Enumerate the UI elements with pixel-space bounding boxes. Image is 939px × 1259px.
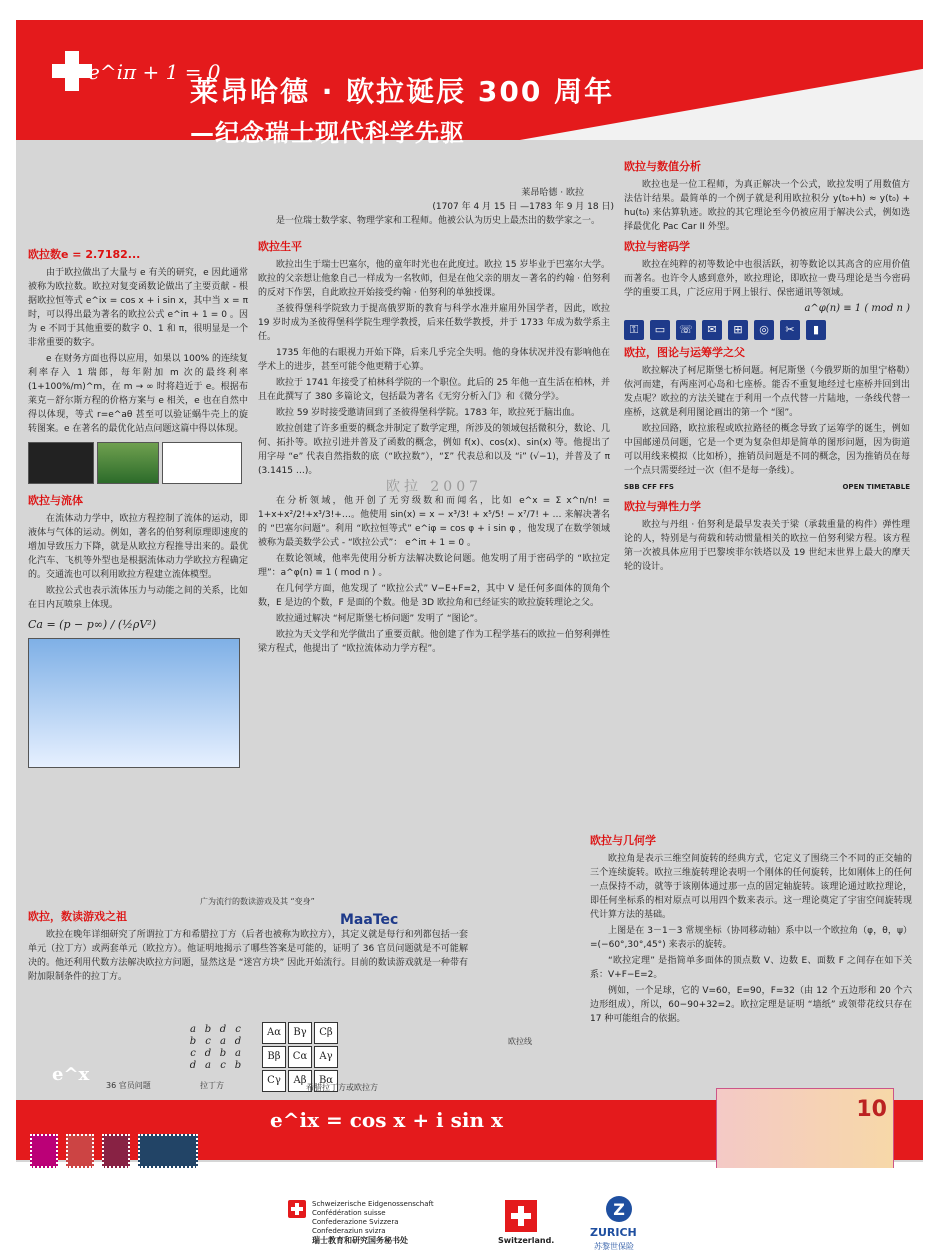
geometry-paragraph-3: “欧拉定理” 是指简单多面体的顶点数 V、边数 E、面数 F 之间存在如下关系：V+F−E=2。 [590, 956, 912, 980]
card-icon: ▭ [650, 320, 670, 340]
intro [262, 186, 614, 228]
signal-icon: ▮ [806, 320, 826, 340]
distribution-chart-image [162, 442, 242, 484]
page-title: 莱昂哈德 · 欧拉诞辰 300 周年 [190, 75, 615, 108]
sbb-label: SBB CFF FFS [624, 483, 674, 491]
middle-column [258, 240, 610, 658]
latin-square [186, 1024, 245, 1071]
switzerland-label: Switzerland. [498, 1236, 555, 1245]
zurich-logo-icon: Z [606, 1196, 632, 1222]
geometry-paragraph-2: 上图是在 3－1－3 常规坐标（协同移动轴）系中以一个欧拉角（φ，θ，ψ）=(−60°,30°,45°) 来表示的旋转。 [590, 926, 912, 950]
confederation-text [312, 1200, 434, 1245]
geometry-paragraph-4: 例如，一个足球，它的 V=60，E=90，F=32（由 12 个五边形和 20 个六边形组成），所以，60−90+32=2。欧拉定理是证明 “墙纸” 或领带花纹只存在 17 种可能组合的依据。 [590, 986, 912, 1024]
zurich-label: ZURICH [590, 1226, 637, 1239]
life-paragraph-11: 欧拉为天文学和光学做出了重要贡献。他创建了作为工程学基石的欧拉－伯努利弹性梁方程式，他提出了 “欧拉流体动力学方程”。 [258, 630, 610, 654]
stamp-1 [30, 1134, 58, 1168]
latin-cell: d [204, 1048, 212, 1059]
graeco-latin-cell: Bα [314, 1070, 338, 1092]
gov-line-3: Confederazione Svizzera [312, 1218, 399, 1226]
life-paragraph-7: 在分析领域，他开创了无穷级数和而闻名，比如 e^x = Σ x^n/n! = 1+x+x²/2!+x³/3!+…。他使用 sin(x) = x − x³/3! + x⁵/5! − x⁷/7! + … 来解决著名的 “巴塞尔问题”。利用 “欧拉恒等式” e^iφ = cos φ + i sin φ ，他发现了在数学领域被称为最美数学公式 - “欧拉公式”： e^iπ + 1 = 0 。 [258, 496, 610, 548]
fluid-paragraph-1: 在流体动力学中，欧拉方程控制了流体的运动，即液体与气体的运动。例如，著名的伯努利原理即速度的增加导致压力下降，就是从欧拉方程推导出来的。最优化汽车、飞机等外型也是根据流体动力学欧拉方程确定的。交通流也可以利用欧拉方程建立流体模型。 [28, 514, 248, 580]
sudoku-section [28, 910, 468, 986]
section-title-e: 欧拉数e = 2.7182... [28, 248, 141, 261]
footer [0, 1168, 939, 1259]
gov-line-4: Confederaziun svizra [312, 1227, 386, 1235]
gov-line-1: Schweizerische Eidgenossenschaft [312, 1200, 434, 1208]
euler-formula-bottom: e^ix = cos x + i sin x [270, 1108, 503, 1132]
fountain-image [28, 638, 240, 768]
officers-caption: 36 官员问题 [106, 1081, 151, 1090]
latin-cell: c [205, 1036, 211, 1047]
latin-cell: b [189, 1036, 197, 1047]
intro-name: 莱昂哈德 · 欧拉 [521, 188, 584, 198]
switzerland-flag-icon [505, 1200, 537, 1232]
fluid-formula: Ca = (p − p∞) / (½ρV²) [28, 618, 156, 631]
graeco-latin-cell: Cγ [262, 1070, 286, 1092]
section-title-elastic: 欧拉与弹性力学 [624, 500, 701, 513]
latin-cell: c [190, 1048, 196, 1059]
life-paragraph-5: 欧拉 59 岁时接受邀请回到了圣彼得堡科学院。1783 年，欧拉死于脑出血。 [276, 408, 580, 418]
life-paragraph-1: 欧拉出生于瑞士巴塞尔，他的童年时光也在此度过。欧拉 15 岁毕业于巴塞尔大学。欧拉的父亲想让他象自己一样成为一名牧师，但是在他父亲的朋友－著名的约翰 · 伯努利的反对下作罢，自此欧拉开始接受约翰 · 伯努利的单独授课。 [258, 260, 610, 298]
latin-cell: a [190, 1024, 196, 1035]
life-paragraph-4: 欧拉于 1741 年接受了柏林科学院的一个职位。此后的 25 年他一直生活在柏林，并且在此撰写了 380 多篇论文，包括最为著名《无穷分析入门》和《微分学》。 [258, 378, 610, 402]
crypto-paragraph-1: 欧拉在纯粹的初等数论中也很活跃，初等数论以其高含的应用价值而著名。也许令人感到意外，欧拉理论，即欧拉一费马理论是当今密码学的重要工具，广泛应用于网上银行、保密通讯等领域。 [624, 260, 910, 298]
crypto-formula: a^φ(n) ≡ 1 ( mod n ) [804, 303, 910, 314]
geometry-paragraph-1: 欧拉角是表示三维空间旋转的经典方式，它定义了围绕三个不同的正交轴的三个连续旋转。欧拉三维旋转理论表明一个刚体的任何旋转，比如刚体上的任何一点保持不动，就等于该刚体通过那一点的固定轴旋转。该理论通过欧拉理论，即任何坐标系的相对原点可以用四个数来表示。这一理论奠定了宇宙空间旋转现代计算方法的基础。 [590, 854, 912, 920]
graeco-latin-cell: Aβ [288, 1070, 312, 1092]
sudoku-paragraph-1: 欧拉在晚年详细研究了所谓拉丁方和希腊拉丁方（后者也被称为欧拉方），其定义就是每行和列都包括一套单元（拉丁方）或两套单元（欧拉方）。他证明地揭示了哪些答案是可能的，证明了 36 官员问题就是不可能解决的。他还利用代数方法解决欧拉方问题，显然这是 “迷宫方块” 因此开始流行。目前的数读游戏就是一种带有附加限制条件的拉丁方。 [28, 930, 468, 982]
intro-desc: 是一位瑞士数学家、物理学家和工程师。他被公认为历史上最杰出的数学家之一。 [275, 216, 600, 226]
section-title-geometry: 欧拉与几何学 [590, 834, 656, 847]
tools-icon: ✂ [780, 320, 800, 340]
stamps [30, 1134, 201, 1172]
e-paragraph-1: 由于欧拉做出了大量与 e 有关的研究，e 因此通常被称为欧拉数。欧拉对复变函数论做出了主要贡献 - 根据欧拉恒等式 e^ix = cos x + i sin x，其中当 x = π 时，可以得出最为著名的欧拉公式 e^iπ + 1 = 0 。因为 e 不同于其他重要的数字 0、1 和 π，很明显是一个非常重要的数字。 [28, 268, 248, 348]
section-title-numeric: 欧拉与数值分析 [624, 160, 701, 173]
section-title-sudoku: 欧拉，数读游戏之祖 [28, 910, 127, 923]
life-paragraph-8: 在数论领域，他率先使用分析方法解决数论问题。他发明了用于密码学的 “欧拉定理”：a^φ(n) ≡ 1 ( mod n ) 。 [258, 554, 610, 578]
life-paragraph-2: 圣彼得堡科学院致力于提高俄罗斯的教育与科学水准并雇用外国学者，因此，欧拉 19 岁时成为圣彼得堡科学院生理学教授，后来任数学教授，并于 1733 年成为数学系主任。 [258, 304, 610, 342]
section-title-crypto: 欧拉与密码学 [624, 240, 690, 253]
open-timetable-label: OPEN TIMETABLE [842, 483, 910, 491]
latin-cell: a [220, 1036, 226, 1047]
intro-dates: (1707 年 4 月 15 日 —1783 年 9 月 18 日) [432, 202, 614, 212]
graeco-latin-cell: Bβ [262, 1046, 286, 1068]
phone-icon: ☏ [676, 320, 696, 340]
gov-line-2: Confédération suisse [312, 1209, 386, 1217]
sudoku-caption: 广为流行的数读游戏及其 “变身” [200, 897, 315, 906]
fluid-paragraph-2: 欧拉公式也表示流体压力与动能之间的关系，比如在日内瓦喷泉上体现。 [28, 586, 248, 610]
latin-cell: a [205, 1060, 211, 1071]
maatec-logo: MaaTec [340, 912, 399, 928]
latin-cell: d [219, 1024, 227, 1035]
life-paragraph-10: 欧拉通过解决 “柯尼斯堡七桥问题” 发明了 “图论”。 [276, 614, 484, 624]
stamp-4 [138, 1134, 198, 1168]
e-image-row [28, 442, 248, 484]
stamp-3 [102, 1134, 130, 1168]
section-title-graph: 欧拉，图论与运筹学之父 [624, 346, 745, 359]
page-subtitle: —纪念瑞士现代科学先驱 [190, 119, 465, 147]
latin-cell: d [189, 1060, 197, 1071]
latin-cell: b [219, 1048, 227, 1059]
euler-identity: e^iπ + 1 = 0 [88, 60, 221, 84]
section-title-fluid: 欧拉与流体 [28, 494, 83, 507]
latin-cell: b [204, 1024, 212, 1035]
right-column [624, 160, 910, 576]
graph-paragraph-1: 欧拉解决了柯尼斯堡七桥问题。柯尼斯堡（今俄罗斯的加里宁格勒）依河而建，有两座河心岛和七座桥。能否不重复地经过七座桥并回到出发点呢？欧拉的方法关键在于利用一个点代替一片陆地，一条线代替一座桥，这就是利用图论画出的第一个 “图”。 [624, 366, 910, 418]
euler-line-caption: 欧拉线 [508, 1037, 532, 1046]
signature-watermark: 欧拉 2007 [385, 479, 483, 495]
cart-icon: ⊞ [728, 320, 748, 340]
life-paragraph-9: 在几何学方面，他发现了 “欧拉公式” V−E+F=2，其中 V 是任何多面体的顶角个数，E 是边的个数，F 是面的个数。他是 3D 欧拉角和已经证实的欧拉旋转理论之父。 [258, 584, 610, 608]
banknote-image [716, 1088, 894, 1176]
graeco-latin-cell: Cα [288, 1046, 312, 1068]
crypto-icon-row [624, 320, 910, 340]
latin-caption: 拉丁方 [200, 1081, 224, 1090]
swiss-confederation-icon [288, 1200, 306, 1218]
calculator-image [28, 442, 94, 484]
latin-cell: d [234, 1036, 242, 1047]
geometry-section [590, 834, 912, 1028]
latin-cell: b [234, 1060, 242, 1071]
graeco-latin-cell: Aα [262, 1022, 286, 1044]
banknote-value: 10 [856, 1097, 887, 1122]
graeco-latin-cell: Aγ [314, 1046, 338, 1068]
e-paragraph-2: e 在财务方面也得以应用，如果以 100% 的连续复利率存入 1 瑞郎，每年附加 m 次的最终利率 (1+100%/m)^m，在 m → ∞ 时将趋近于 e。根据布莱克－舒尔斯方程的价格方案与 e 相关，e 也在自然中得以体现，等式 r=e^aθ 甚至可以验证蜗牛壳上的旋转图案。e 在著名的最优化站点问题这篇中得以体现。 [28, 354, 248, 434]
life-paragraph-6: 欧拉创建了许多重要的概念并制定了数学定理，所涉及的领域包括微积分，数论、几何、拓扑等。欧拉引进并普及了函数的概念，例如 f(x)、cos(x)、sin(x) 等。他提出了用字母 “e” 代表自然指数的底（“欧拉数”），“Σ” 代表总和以及 “i” (√−1)，并普及了 π (3.1415 …)。 [258, 424, 610, 476]
graeco-latin-cell: Cβ [314, 1022, 338, 1044]
key-icon: ⚿ [624, 320, 644, 340]
snail-image [97, 442, 159, 484]
mail-icon: ✉ [702, 320, 722, 340]
latin-cell: a [235, 1048, 241, 1059]
e-x-label: e^x [52, 1064, 90, 1085]
timetable-labels [624, 480, 910, 494]
latin-cell: c [235, 1024, 241, 1035]
gov-cn: 瑞士教育和研究国务秘书处 [312, 1236, 408, 1245]
numeric-paragraph-1: 欧拉也是一位工程师，为真正解决一个公式，欧拉发明了用数值方法估计结果。最简单的一个例子就是利用欧拉积分 y(t₀+h) ≈ y(t₀) + hu(t₀) 来估算轨迹。欧拉的其它理论至今仍被应用于解决公式，例如选择最优化 Pac Car II 外型。 [624, 180, 910, 232]
graeco-latin-caption: 希腊拉丁方或欧拉方 [306, 1083, 378, 1092]
elastic-paragraph-1: 欧拉与丹组 · 伯努利是最早发表关于梁（承载重量的构件）弹性理论的人，特别是与荷载和转动惯量相关的欧拉－伯努利梁方程。该方程第一次被具体应用于巴黎埃菲尔铁塔以及 19 世纪末世界上最大的摩天轮的设计。 [624, 520, 910, 572]
latin-cell: c [220, 1060, 226, 1071]
section-title-life: 欧拉生平 [258, 240, 302, 253]
swiss-cross-icon-v [65, 51, 79, 91]
life-paragraph-3: 1735 年他的右眼视力开始下降，后来几乎完全失明。他的身体状况并没有影响他在学术上的进步，甚至可能令他更精于心算。 [258, 348, 610, 372]
zurich-cn-label: 苏黎世保险 [594, 1242, 634, 1251]
disc-icon: ◎ [754, 320, 774, 340]
stamp-2 [66, 1134, 94, 1168]
graph-paragraph-2: 欧拉回路，欧拉旅程或欧拉路径的概念导致了运筹学的诞生，例如中国邮递员问题，它是一个更为复杂但却是简单的图形问题，因为街道可以用线来模拟（比如桥），推销员问题是不同的概念，因为推销员在每一个点只需要经过一次（但不是每一条线）。 [624, 424, 910, 476]
graeco-latin-cell: Bγ [288, 1022, 312, 1044]
left-column [28, 248, 248, 773]
